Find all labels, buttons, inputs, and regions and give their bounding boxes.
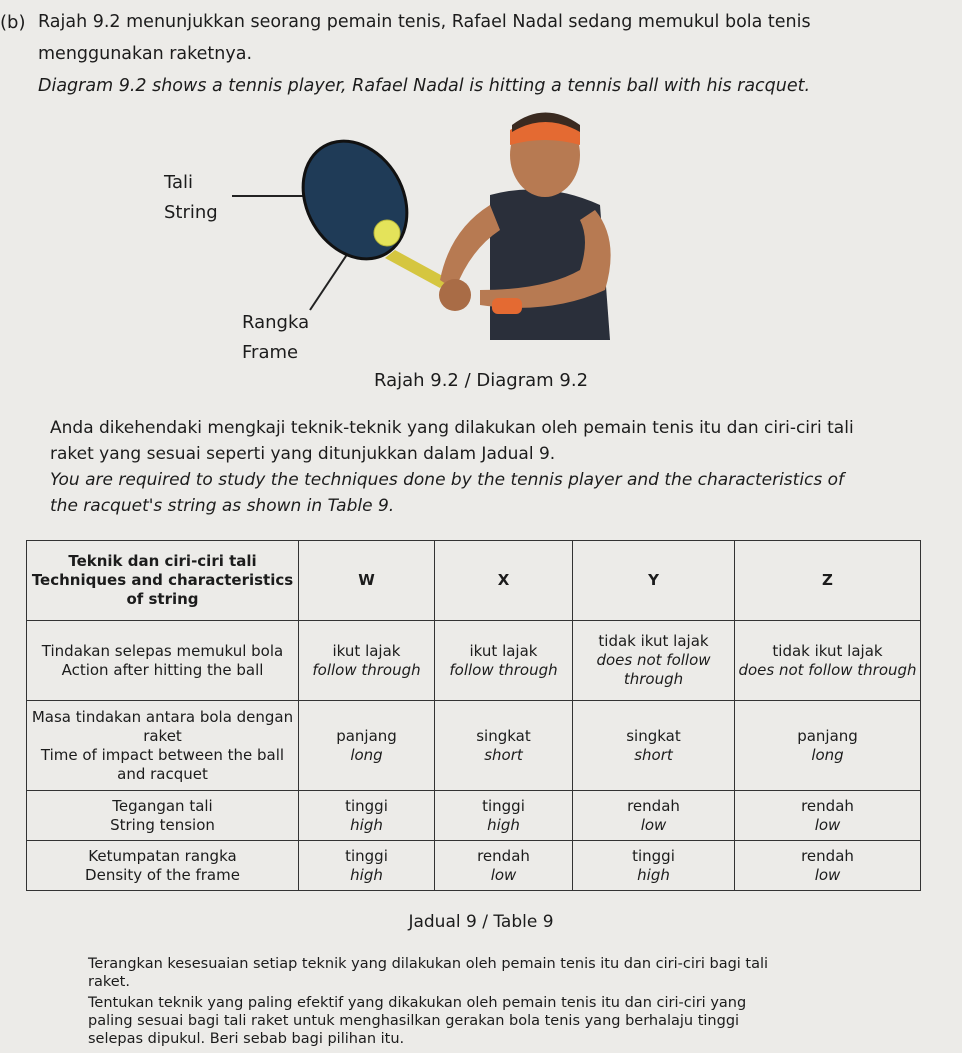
cell [573, 621, 735, 701]
intro-line-3: Diagram 9.2 shows a tennis player, Rafael Nadal is hitting a tennis ball with his racquet. [38, 76, 811, 96]
table-caption: Jadual 9 / Table 9 [408, 912, 554, 932]
techniques-table [26, 540, 920, 890]
cell [435, 701, 573, 791]
header-technique-en: Techniques and characteristics of string [31, 571, 294, 608]
diagram-caption: Rajah 9.2 / Diagram 9.2 [373, 370, 589, 391]
instruction-my-line-1: Anda dikehendaki mengkaji teknik-teknik yang dilakukan oleh pemain tenis itu dan ciri-ciri tali [50, 418, 854, 438]
question-2-line-2: paling sesuai bagi tali raket untuk menghasilkan gerakan bola tenis yang berhalaju tinggi [88, 1013, 740, 1029]
cell-en: high [350, 815, 383, 834]
cell-my: panjang [797, 726, 858, 745]
cell-en: does not follow through [596, 651, 711, 688]
row-label [27, 621, 299, 701]
frame-pointer-line [310, 250, 350, 310]
question-2-line-1: Tentukan teknik yang paling efektif yang dikakukan oleh pemain tenis itu dan ciri-ciri yang [88, 995, 747, 1011]
table-row [27, 701, 921, 791]
row-label-en: String tension [110, 815, 215, 834]
cell-en: high [637, 865, 670, 884]
cell-my: rendah [801, 846, 854, 865]
cell [299, 841, 435, 891]
cell-en: does not follow through [738, 660, 917, 679]
row-label [27, 701, 299, 791]
cell [573, 791, 735, 841]
table-header-row [27, 541, 921, 621]
row-label-my: Masa tindakan antara bola dengan raket [31, 707, 294, 745]
label-frame-en: Frame [242, 342, 299, 363]
header-col-x: X [435, 541, 573, 621]
cell-my: singkat [476, 726, 531, 745]
header-col-z: Z [735, 541, 921, 621]
instruction-en-line-2: the racquet's string as shown in Table 9. [50, 496, 395, 516]
cell-en: high [350, 865, 383, 884]
racquet-head [282, 122, 427, 277]
row-label-en: Density of the frame [85, 865, 240, 884]
question-2-line-3: selepas dipukul. Beri sebab bagi pilihan itu. [88, 1031, 405, 1047]
cell-en: short [484, 745, 523, 764]
tennis-player-illustration [150, 100, 650, 400]
tennis-player-diagram [150, 100, 650, 400]
cell-my: ikut lajak [469, 641, 538, 660]
cell [435, 841, 573, 891]
cell [735, 791, 921, 841]
cell-en: high [487, 815, 520, 834]
row-label-my: Ketumpatan rangka [88, 846, 237, 865]
row-label [27, 791, 299, 841]
header-col-y: Y [573, 541, 735, 621]
cell [435, 621, 573, 701]
instruction-my-line-2: raket yang sesuai seperti yang ditunjukkan dalam Jadual 9. [50, 444, 556, 464]
player-hands [439, 279, 471, 311]
table-row [27, 621, 921, 701]
cell-en: follow through [449, 660, 558, 679]
cell-en: low [640, 815, 667, 834]
cell-my: tinggi [345, 796, 388, 815]
cell [435, 791, 573, 841]
cell-my: panjang [336, 726, 397, 745]
cell-my: tinggi [345, 846, 388, 865]
intro-line-1: Rajah 9.2 menunjukkan seorang pemain tenis, Rafael Nadal sedang memukul bola tenis [38, 12, 811, 32]
instruction-en-line-1: You are required to study the techniques done by the tennis player and the characteristics of [50, 470, 845, 490]
cell-my: tidak ikut lajak [772, 641, 883, 660]
header-col-technique [27, 541, 299, 621]
label-frame-my: Rangka [242, 312, 310, 333]
cell [299, 701, 435, 791]
cell [573, 701, 735, 791]
cell-my: rendah [477, 846, 530, 865]
cell [735, 841, 921, 891]
cell [735, 701, 921, 791]
question-1-line-1: Terangkan kesesuaian setiap teknik yang dilakukan oleh pemain tenis itu dan ciri-ciri bagi tali [88, 956, 769, 972]
cell-my: ikut lajak [332, 641, 401, 660]
cell-en: low [814, 865, 841, 884]
label-string-en: String [164, 202, 218, 223]
cell [299, 791, 435, 841]
row-label-en: Action after hitting the ball [61, 660, 264, 679]
header-technique-my: Teknik dan ciri-ciri tali [68, 552, 257, 570]
table-row [27, 841, 921, 891]
row-label-my: Tindakan selepas memukul bola [41, 641, 284, 660]
cell [573, 841, 735, 891]
row-label [27, 841, 299, 891]
cell [735, 621, 921, 701]
table-row [27, 791, 921, 841]
question-2 [88, 994, 908, 1048]
player-wristband [492, 298, 522, 314]
label-string-my: Tali [164, 172, 194, 193]
cell-en: short [634, 745, 673, 764]
header-col-w: W [299, 541, 435, 621]
cell-en: long [811, 745, 844, 764]
cell-en: low [814, 815, 841, 834]
row-label-my: Tegangan tali [112, 796, 213, 815]
tennis-ball [374, 220, 400, 246]
cell-my: tinggi [632, 846, 675, 865]
cell-my: singkat [626, 726, 681, 745]
row-label-en: Time of impact between the ball and racquet [40, 745, 285, 783]
cell-my: rendah [627, 796, 680, 815]
cell-my: tinggi [482, 796, 525, 815]
intro-line-2: menggunakan raketnya. [38, 44, 253, 64]
cell-my: tidak ikut lajak [598, 632, 709, 650]
question-label: (b) [0, 12, 26, 33]
racquet-throat [385, 250, 450, 288]
question-1-line-2: raket. [88, 974, 130, 990]
cell-en: follow through [312, 660, 421, 679]
cell [299, 621, 435, 701]
question-1 [88, 955, 908, 991]
cell-en: long [350, 745, 383, 764]
cell-en: low [490, 865, 517, 884]
cell-my: rendah [801, 796, 854, 815]
